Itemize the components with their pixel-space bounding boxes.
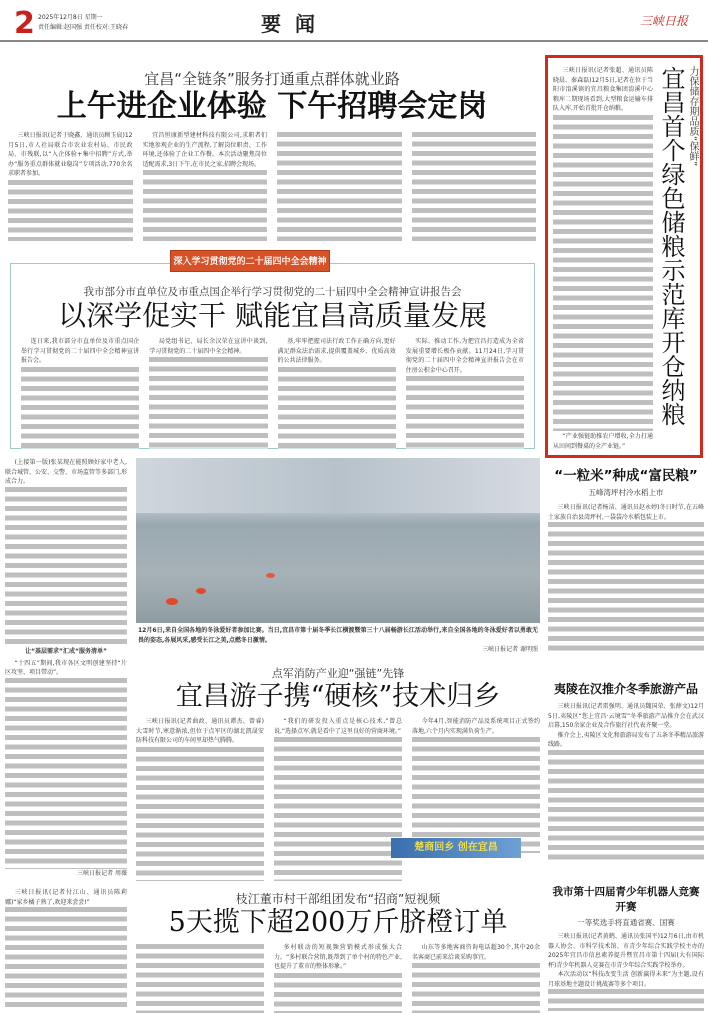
- tech-headline: 宜昌游子携“硬核”技术归乡: [175, 681, 501, 712]
- yiling-story: [548, 680, 704, 860]
- rice-lead: 三峡日报讯(记者杨洁、通讯员赵永婷)冬日时节,在五峰土家族自治县湾坪村,一袋袋冷水稻包装上市。: [548, 504, 704, 521]
- orange-headline: 5天揽下超200万斤脐橙订单: [168, 907, 508, 938]
- rice-subhead: 五峰湾坪村冷水稻上市: [588, 488, 664, 497]
- robot-lead: 三峡日报讯(记者黄鹤、通讯员张国平)12月6日,由市机器人协会、市科学技术馆、市青少年综合实践学校主办的2025年宜昌市信息素养提升暨宜昌市第十四届(大有国际杯)青少年机器人竞赛在市青少年综合实践学校举办。: [548, 933, 704, 969]
- caption-credit: 三峡日报记者 谢明照: [482, 646, 538, 653]
- photo-caption: [138, 626, 538, 655]
- swimmer-buoy: [166, 598, 178, 605]
- orange-col2: 多村联动的短视频营销模式形成强大合力。“多村联合营销,既帮到了单个村的特色产业,也提升了董市的整体形象。”: [274, 944, 402, 970]
- feature-col3: 基,牢牢把握司法行政工作正确方向,更好满足群众法治需求,提供覆盖城乡、优质高效的公共法律服务。: [277, 338, 396, 364]
- grain-lead: 三峡日报讯(记者张超、通讯员陈晓晨、秦森磊)12月5日,记者在位于当阳市淯溪镇的宜昌粮食集团淯溪中心粮库二期现场看到,大型粮食运输车排队入库,开始首批开仓纳粮。: [553, 67, 653, 112]
- yiling-headline: 夷陵在汉推介冬季旅游产品: [553, 682, 698, 696]
- orange-kicker: 枝江董市村干部组团发布“招商”短视频: [235, 892, 441, 906]
- tech-col3: 今年4月,智能消防产品及系统项目正式签约落地,六个月内实现满负荷生产。: [412, 718, 540, 735]
- grain-kicker: 力保储存期品质“保鲜”: [687, 66, 698, 167]
- left-byline: 三峡日报记者 周薇: [77, 869, 127, 877]
- caption-text: 12月6日,来自全国各地的冬泳爱好者参加比赛。当日,宜昌市第十届冬季长江横渡暨第三十八届畅游长江活动举行,来自全国各地的冬泳爱好者以勇敢无畏的姿态,各展风采,感受长江之美,点燃冬日激情。: [138, 627, 538, 644]
- tech-story: [136, 665, 540, 877]
- top-story-kicker: 宜昌“全链条”服务打通重点群体就业路: [144, 70, 400, 88]
- editor-credits: 责任编辑:赵国强 责任校对:王晓春: [38, 24, 128, 31]
- left-lead: (上接第一版)张某现在能照顾好家中老人,联合城管、公安、交警、市场监管等多部门,形成合力。: [5, 459, 127, 485]
- yiling-para: 推介会上,夷陵区文化和旅游局发布了五条冬季精品旅游线路。: [548, 731, 704, 748]
- orange-story-left: [5, 888, 127, 1008]
- tech-kicker: 点军消防产业迎“强链”先锋: [271, 667, 405, 680]
- feature-headline: 以深学促实干 赋能宜昌高质量发展: [58, 299, 487, 332]
- rice-story: [548, 464, 704, 654]
- robot-subhead: 一等奖选手将直通省赛、国赛: [577, 918, 675, 927]
- orange-col3: 山东等多地客商咨询电话超30个,其中20余名客商已前来洽谈采购事宜。: [412, 944, 540, 961]
- feature-col2: 局党组书记、局长余汉荣在宣讲中谈到,学习贯彻党的二十届四中全会精神。: [149, 338, 268, 355]
- left-subhead: 让“基层需求”汇成“服务清单”: [25, 648, 107, 656]
- robot-headline: 我市第十四届青少年机器人竞赛开赛: [552, 886, 700, 913]
- orange-story: [136, 890, 540, 1011]
- top-story-headline: 上午进企业体验 下午招聘会定岗: [56, 89, 488, 124]
- feature-kicker: 我市部分市直单位及市重点国企举行学习贯彻党的二十届四中全会精神宣讲报告会: [83, 286, 462, 298]
- orange-lead: 三峡日报讯(记者付江山、通讯员陈莉娜)“家乡橘子熟了,欢迎来尝尝!”: [5, 889, 127, 906]
- chushang-banner: 楚商回乡 创在宜昌: [391, 838, 521, 858]
- swimmer-buoy: [266, 573, 275, 578]
- robot-story: [548, 884, 704, 1011]
- swimmer-buoy: [196, 588, 206, 594]
- swimming-photo: [136, 458, 540, 623]
- rice-headline: “一粒米”种成“富民粮”: [554, 468, 698, 484]
- feature-lead: 连日来,我市部分市直单位及市重点国企举行学习贯彻党的二十届四中全会精神宣讲报告会。: [21, 338, 140, 364]
- newspaper-logo: 三峡日报: [640, 14, 689, 28]
- feature-banner: 深入学习贯彻党的二十届四中全会精神: [170, 250, 330, 272]
- grain-story-box: [545, 55, 703, 458]
- feature-col4: 实际、推动工作,为把宜昌打造成为全省发展重要增长极作贡献。11月24日,学习贯彻党的二十届四中全会精神宣讲报告会在市住房公积金中心召开。: [405, 338, 524, 374]
- grain-tail: “产业强链助推农户增收,全力打通从田间到餐桌的全产业链。”: [553, 433, 653, 450]
- robot-para: 本次活动以“科技改变生活 创新赢得未来”为主题,设有月球基地主题设计挑战赛等多个项目。: [548, 971, 704, 988]
- feature-box: [10, 263, 535, 449]
- issue-date: 2025年12月8日 星期一: [38, 14, 103, 21]
- top-story: [8, 62, 536, 234]
- grain-headline: 宜昌首个绿色储粮示范库开仓纳粮: [657, 66, 685, 426]
- tech-lead: 三峡日报讯(记者曲政、通讯员谭杰、曾睿)大雪时节,寒意渐浓,但位于点军区的湖北凯晟安防科技有限公司的车间里却热气腾腾。: [136, 718, 264, 744]
- section-title: 要闻: [261, 12, 329, 36]
- top-story-lead: 三峡日报讯(记者于晓鑫、通讯员顾玉宸)12月5日,市人社局联合市农业农村局、市民政局、市残联,以“入企体验+集中招聘”方式,举办“服务重点群体就业稳岗”专项活动,770余名求职者参加。: [8, 132, 133, 177]
- left-column-story: [5, 458, 127, 878]
- yiling-lead: 三峡日报讯(记者雷强明、通讯员魏国荣、张薛文)12月5日,夷陵区“您上宜昌·云境雪”冬季旅游产品推介会在武汉启幕,150余家企业及合作旅行社代表齐聚一堂。: [548, 703, 704, 729]
- tech-col2: “我们的研发投入重点是核心技术,”曾总说,“选择点军,就是看中了这里良好的营商环境。”: [274, 718, 402, 735]
- page-number: 2: [14, 6, 35, 41]
- page-header: [0, 0, 708, 42]
- top-story-col2: 宜昌恒康新型建材科技有限公司,求职者们实地参观企业的生产流程,了解岗位职责、工作环境,还体验了企业工作餐。本次活动聚焦岗位适配需求,3日下午,在市民之家,招聘会现场。: [142, 132, 267, 168]
- left-para: “十四五”期间,我市各区文明创建坚持“片区攻坚、项目带动”。: [5, 659, 127, 677]
